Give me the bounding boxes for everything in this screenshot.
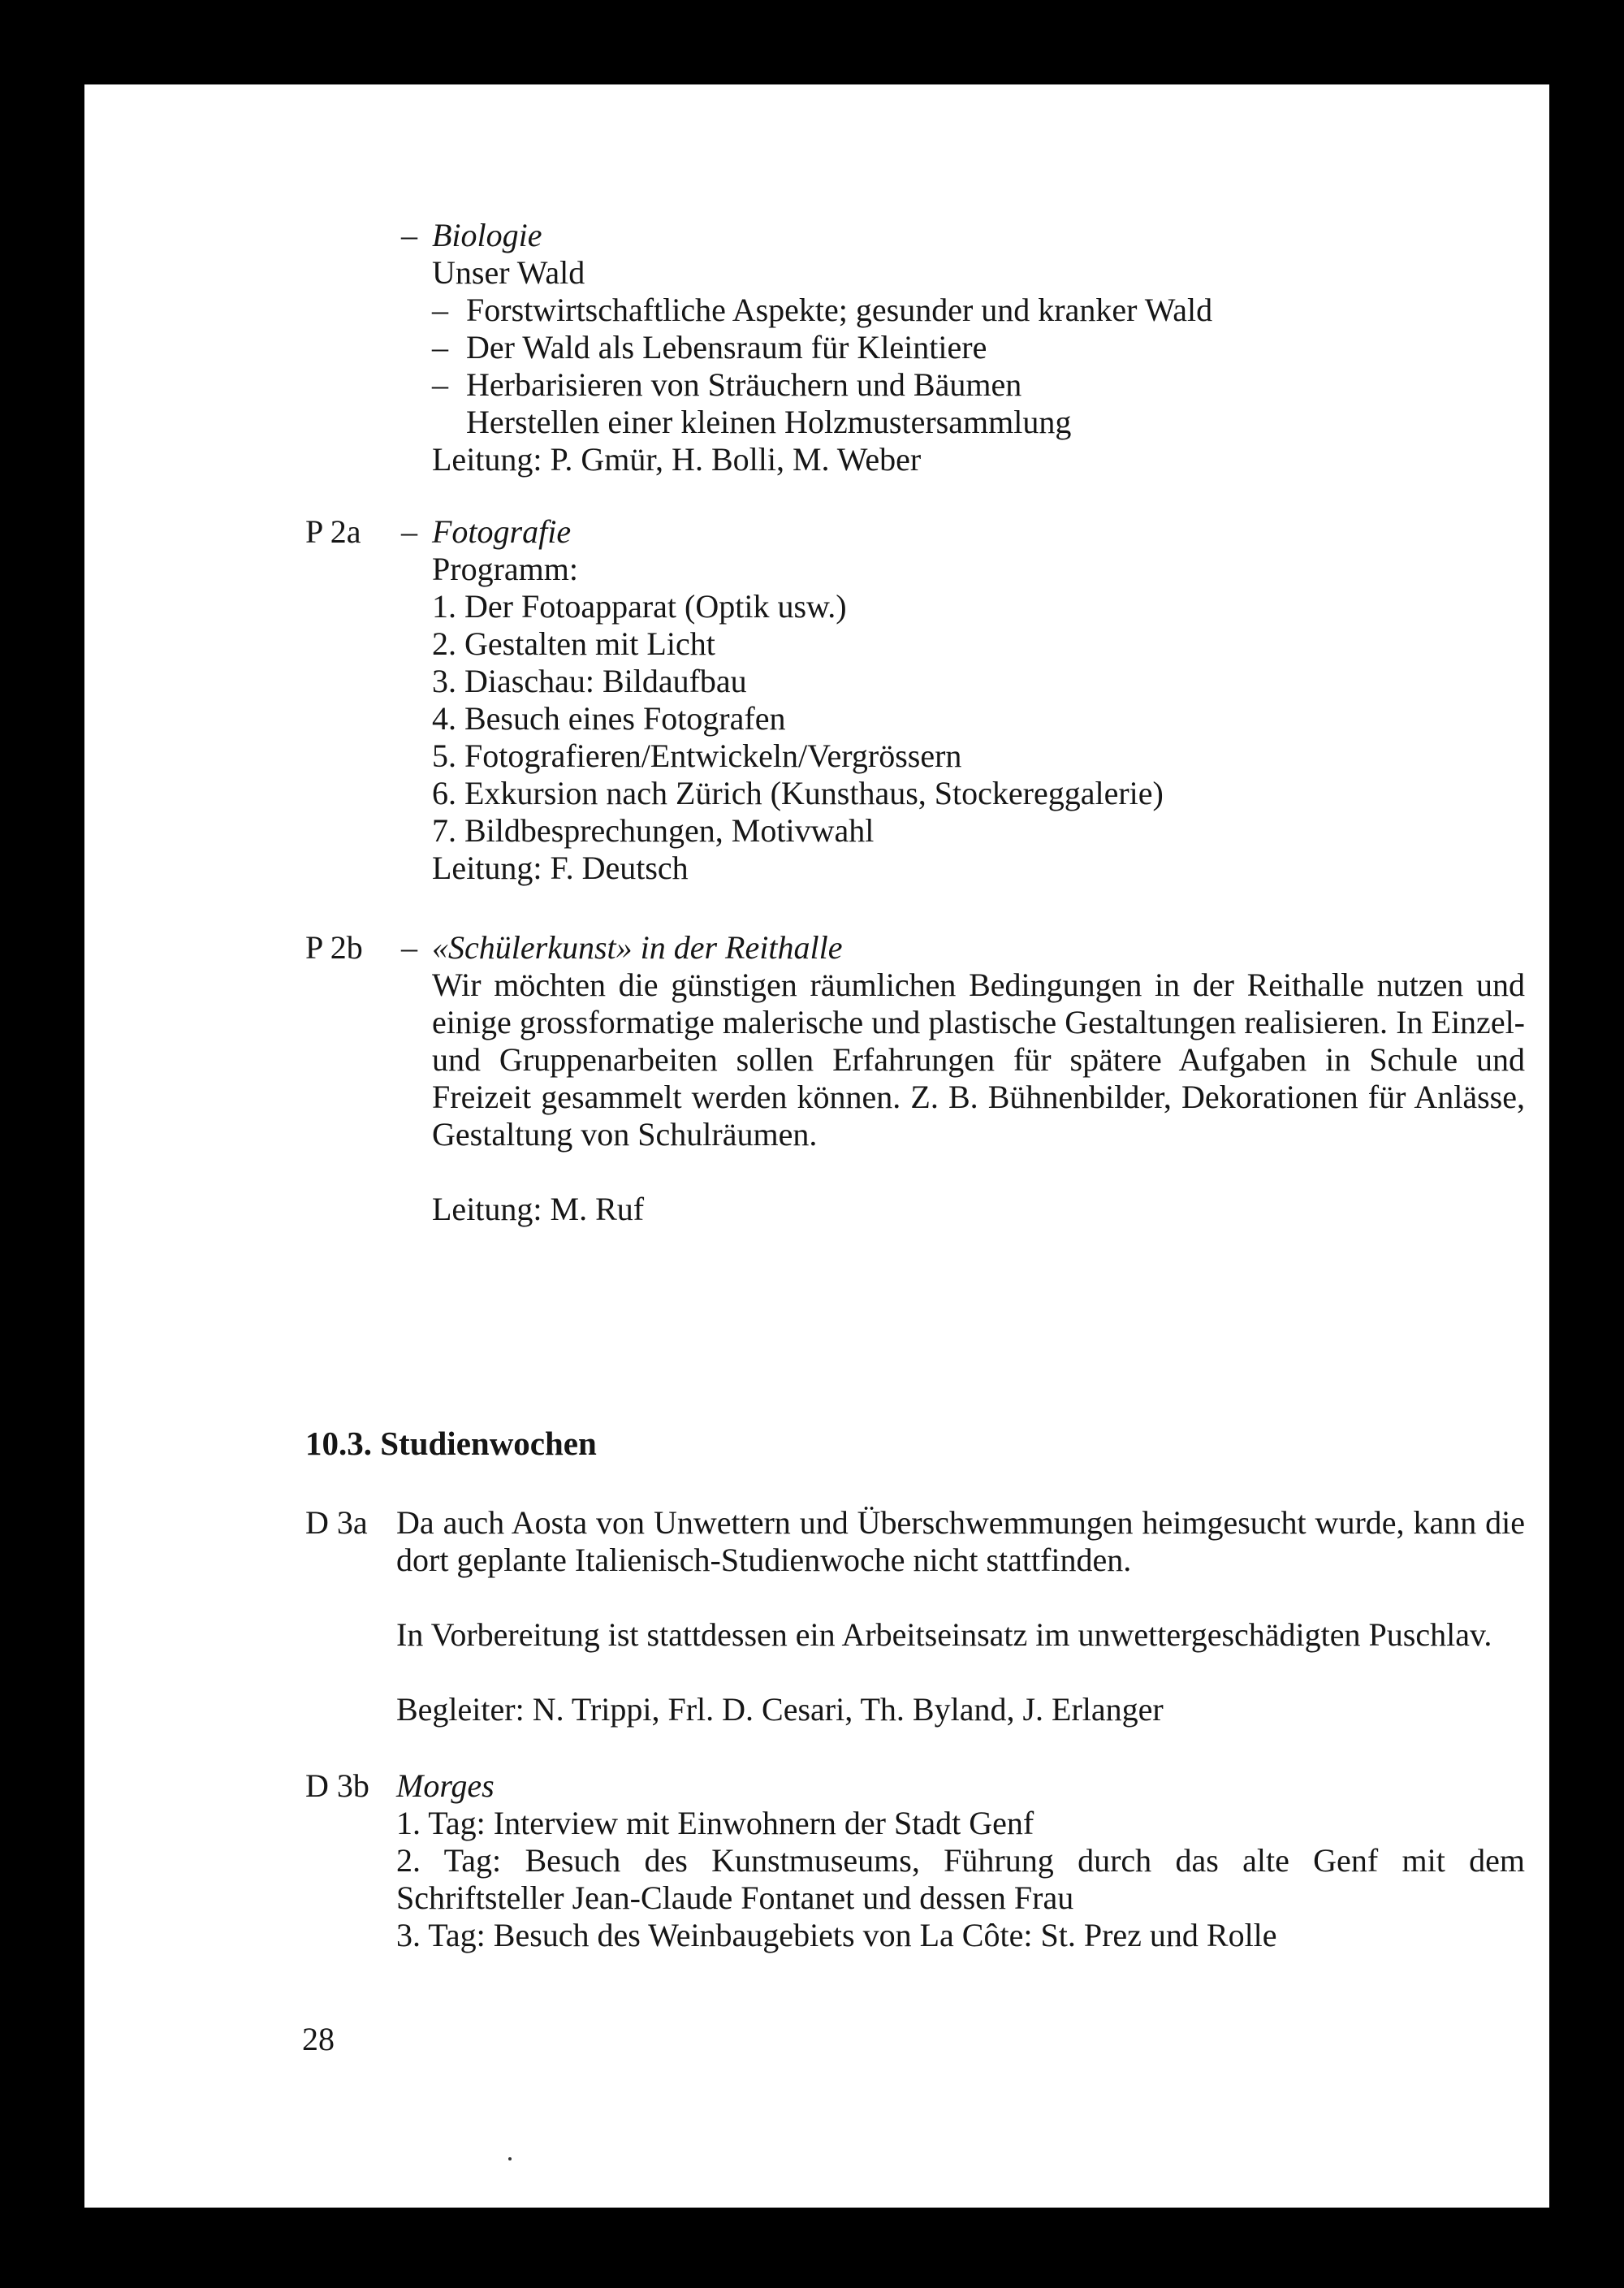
p2a-item: 2. Gestalten mit Licht [432, 625, 715, 662]
p2a-item: 4. Besuch eines Fotografen [432, 700, 786, 737]
section-heading: 10.3. Studienwochen [305, 1425, 597, 1462]
p2a-item: 6. Exkursion nach Zürich (Kunsthaus, Stockereggalerie) [432, 775, 1164, 811]
d3b-day: 2. Tag: Besuch des Kunstmuseums, Führung durch das alte Genf mit dem Schriftsteller Jean-Claude Fontanet und dessen Frau [396, 1842, 1525, 1916]
d3a-body: Da auch Aosta von Unwettern und Überschwemmungen heimgesucht wurde, kann die dort geplante Italienisch-Studienwoche nicht stattfinden. [396, 1504, 1525, 1578]
biologie-item: Herbarisieren von Sträuchern und Bäumen [466, 366, 1022, 403]
p2a-item: 3. Diaschau: Bildaufbau [432, 663, 747, 699]
p2a-intro: Programm: [432, 551, 578, 587]
dash-marker: – [401, 929, 417, 966]
p2b-title: «Schülerkunst» in der Reithalle [432, 929, 843, 966]
dash-marker: – [401, 217, 417, 253]
d3b-code: D 3b [305, 1767, 369, 1804]
p2a-code: P 2a [305, 513, 361, 550]
dash-marker: – [401, 513, 417, 550]
scan-speck [508, 2157, 512, 2160]
p2a-title: Fotografie [432, 513, 572, 550]
p2b-leitung: Leitung: M. Ruf [432, 1191, 645, 1227]
p2a-item: 7. Bildbesprechungen, Motivwahl [432, 812, 875, 849]
dash-marker: – [432, 329, 448, 365]
biologie-item: Der Wald als Lebensraum für Kleintiere [466, 329, 987, 365]
biologie-title: Biologie [432, 217, 542, 253]
p2a-leitung: Leitung: F. Deutsch [432, 850, 689, 886]
d3b-day: 1. Tag: Interview mit Einwohnern der Stadt Genf [396, 1805, 1034, 1841]
dash-marker: – [432, 292, 448, 328]
p2b-body: Wir möchten die günstigen räumlichen Bedingungen in der Reithalle nutzen und einige grossformatige malerische und plastische Gestaltungen realisieren. In Einzel- und Gruppenarbeiten sollen Erfahrungen für spätere Aufgaben in Schule und Freizeit gesammelt werden können. Z. B. Bühnenbilder, Dekorationen für Anlässe, Gestaltung von Schulräumen. [432, 967, 1525, 1153]
biologie-subtitle: Unser Wald [432, 254, 585, 291]
dash-marker: – [432, 366, 448, 403]
document-page [84, 84, 1549, 2208]
p2a-item: 5. Fotografieren/Entwickeln/Vergrössern [432, 737, 962, 774]
biologie-item-continuation: Herstellen einer kleinen Holzmustersammlung [466, 404, 1072, 440]
d3b-day: 3. Tag: Besuch des Weinbaugebiets von La Côte: St. Prez und Rolle [396, 1917, 1277, 1953]
d3a-code: D 3a [305, 1504, 368, 1541]
page-number: 28 [302, 2021, 335, 2057]
biologie-leitung: Leitung: P. Gmür, H. Bolli, M. Weber [432, 441, 922, 478]
d3a-body2: In Vorbereitung ist stattdessen ein Arbeitseinsatz im unwettergeschädigten Puschlav. [396, 1616, 1492, 1653]
p2a-item: 1. Der Fotoapparat (Optik usw.) [432, 588, 847, 625]
d3a-begleiter: Begleiter: N. Trippi, Frl. D. Cesari, Th. Byland, J. Erlanger [396, 1691, 1164, 1728]
d3b-title: Morges [396, 1767, 495, 1804]
biologie-item: Forstwirtschaftliche Aspekte; gesunder und kranker Wald [466, 292, 1213, 328]
p2b-code: P 2b [305, 929, 363, 966]
